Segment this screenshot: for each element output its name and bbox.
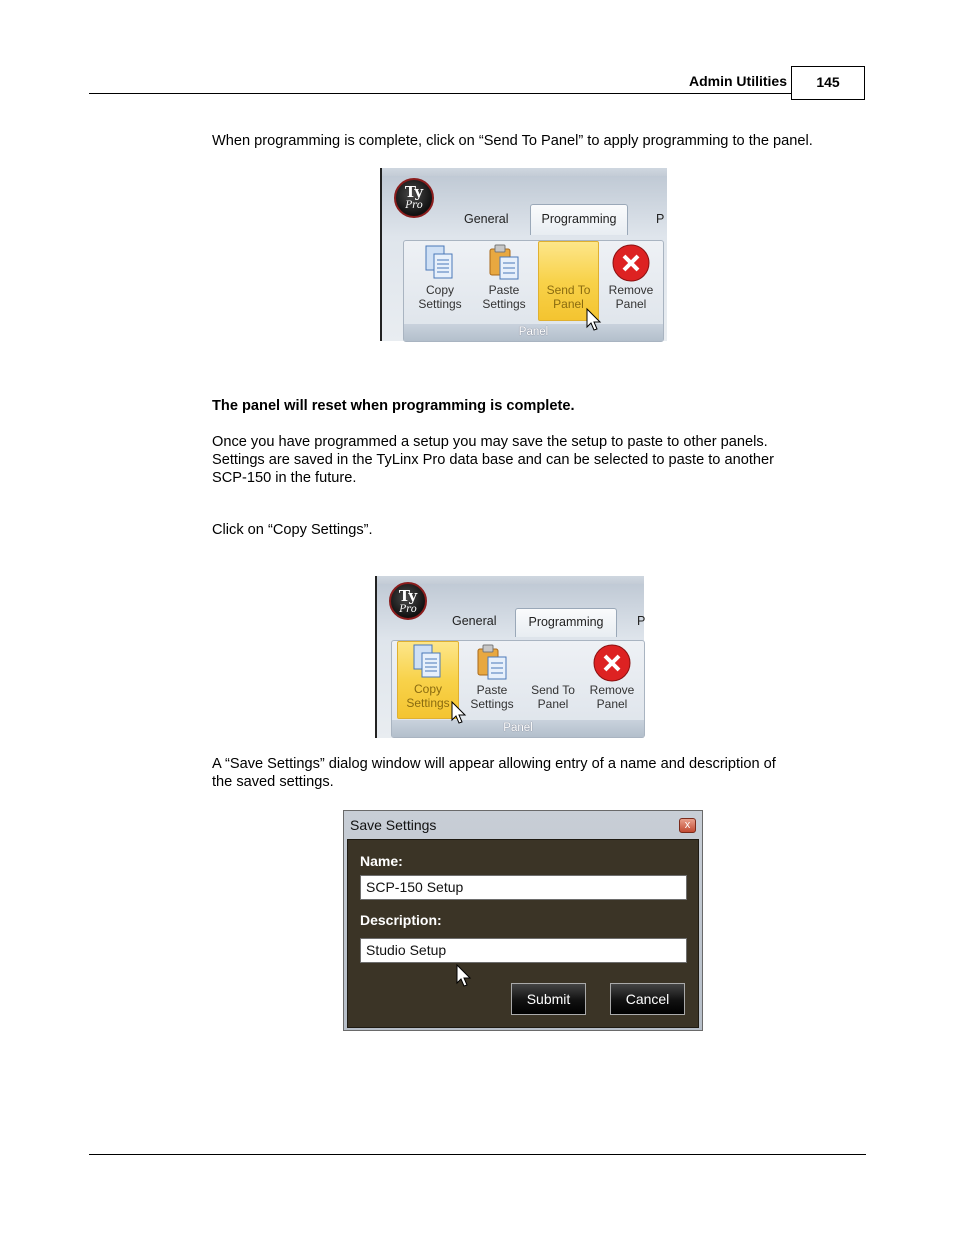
panel-group (391, 640, 645, 738)
remove-panel-button[interactable]: Remove Panel (601, 243, 661, 321)
dialog-body (347, 839, 699, 1028)
paragraph-click-copy: Click on “Copy Settings”. (212, 522, 373, 538)
submit-button[interactable]: Submit (511, 983, 586, 1015)
send-to-panel-button[interactable]: Send To Panel (531, 683, 575, 711)
page-number: 145 (791, 66, 865, 100)
close-icon[interactable]: x (679, 818, 696, 833)
footer-rule (89, 1154, 866, 1155)
paragraph-dialog-line1: A “Save Settings” dialog window will appear allowing entry of a name and description of (212, 756, 776, 772)
remove-panel-button[interactable]: Remove Panel (582, 643, 642, 719)
paragraph-save-setup-line2: Settings are saved in the TyLinx Pro data base and can be selected to paste to another (212, 452, 774, 468)
panel-group-label: Panel (392, 720, 644, 737)
name-input[interactable]: SCP-150 Setup (360, 875, 687, 900)
tab-partial[interactable]: P (637, 614, 646, 628)
paragraph-save-setup-line1: Once you have programmed a setup you may save the setup to paste to other panels. (212, 434, 768, 450)
copy-settings-button[interactable]: Copy Settings (397, 641, 459, 719)
panel-group (403, 240, 664, 342)
panel-group-label: Panel (404, 324, 663, 341)
paste-settings-icon (475, 643, 509, 683)
copy-settings-icon (411, 642, 445, 682)
remove-panel-icon (592, 643, 632, 683)
paragraph-dialog-line2: the saved settings. (212, 774, 334, 790)
paste-settings-button[interactable]: Paste Settings (474, 243, 534, 321)
paragraph-panel-reset: The panel will reset when programming is complete. (212, 398, 575, 414)
paste-settings-icon (487, 243, 521, 283)
section-title: Admin Utilities (688, 73, 787, 89)
dialog-title: Save Settings (350, 817, 437, 833)
send-to-panel-button[interactable]: Send To Panel (538, 241, 599, 321)
copy-settings-icon (423, 243, 457, 283)
name-label: Name: (360, 853, 403, 869)
copy-settings-button[interactable]: Copy Settings (410, 243, 470, 321)
paste-settings-button[interactable]: Paste Settings (462, 643, 522, 719)
tylinx-logo: Ty Pro (394, 178, 434, 218)
mouse-cursor-icon (586, 308, 602, 332)
description-input[interactable]: Studio Setup (360, 938, 687, 963)
cancel-button[interactable]: Cancel (610, 983, 685, 1015)
mouse-cursor-icon (456, 964, 472, 988)
tylinx-logo: Ty Pro (389, 582, 427, 620)
paragraph-save-setup-line3: SCP-150 in the future. (212, 470, 357, 486)
paragraph-send-to-panel: When programming is complete, click on “Send To Panel” to apply programming to the panel. (212, 133, 813, 149)
tab-programming[interactable]: Programming (515, 608, 617, 637)
mouse-cursor-icon (451, 701, 467, 725)
tab-general[interactable]: General (452, 614, 497, 628)
tab-partial[interactable]: P (656, 212, 665, 226)
tab-programming[interactable]: Programming (530, 204, 628, 235)
ribbon-screenshot-copy-settings (375, 576, 644, 738)
remove-panel-icon (611, 243, 651, 283)
save-settings-dialog (343, 810, 703, 1031)
header-rule (89, 93, 792, 94)
tab-general[interactable]: General (464, 212, 509, 226)
ribbon-screenshot-send-to-panel (380, 168, 667, 341)
description-label: Description: (360, 912, 442, 928)
